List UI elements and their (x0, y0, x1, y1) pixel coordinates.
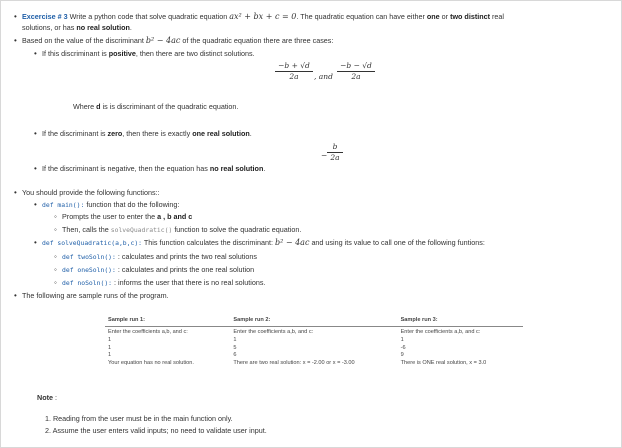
where-text-a: Where (73, 102, 95, 111)
root-minus-denominator: 2a (351, 72, 361, 81)
run-1-prompt: Enter the coefficients a,b, and c: (108, 329, 188, 335)
solve-discriminant: b² − 4ac (274, 238, 310, 247)
real-text: real (492, 12, 504, 21)
main-sub-prompt (62, 212, 192, 222)
run-1-input-c: 1 (108, 352, 112, 359)
zero-emphasis: zero (107, 129, 123, 138)
run-2-input-a: 1 (233, 336, 237, 343)
two-soln-code: def twoSoln(): (62, 253, 116, 261)
solve-quadratic-code: solveQuadratic() (110, 226, 173, 234)
solve-function-desc-a: This function calculates the discriminant: (143, 238, 273, 247)
and-text: , and (314, 72, 333, 81)
case-zero-text-c: . (249, 129, 252, 138)
provide-functions: • You should provide the following functions:: (22, 188, 160, 198)
single-root-formula (327, 142, 343, 163)
table-row (105, 327, 523, 368)
one-soln-code: def oneSoln(): (62, 266, 116, 274)
main-sub-prompt-text: Prompts the user to enter the (62, 212, 156, 221)
run-1-cell (105, 327, 230, 368)
exercise-title: Excercise # 3 (22, 12, 68, 21)
root-plus-denominator: 2a (289, 72, 299, 81)
main-sub-call (62, 225, 301, 235)
run-3-prompt: Enter the coefficients a,b, and c: (400, 329, 481, 335)
no-real-solution-emphasis: no real solution (76, 23, 130, 32)
main-function-item (42, 200, 179, 210)
discriminant-formula: b² − 4ac (145, 36, 181, 45)
discriminant-text-b: of the quadratic equation there are three cases: (182, 36, 334, 45)
sample-intro: • The following are sample runs of the program. (22, 291, 169, 301)
note-label: Note (37, 393, 53, 402)
no-soln-item (62, 278, 265, 288)
root-formula-minus (337, 61, 375, 82)
two-soln-desc: : calculates and prints the two real solutions (117, 252, 257, 261)
case-positive-text-a: If this discriminant is (42, 49, 107, 58)
solve-function-code: def solveQuadratic(a,b,c): (42, 239, 143, 247)
table-header-row (105, 315, 523, 327)
positive-emphasis: positive (108, 49, 136, 58)
run-1-input-a: 1 (108, 336, 112, 343)
minus-sign: − (321, 151, 328, 160)
main-function-code: def main(): (42, 201, 85, 209)
where-text-b: is is discriminant of the quadratic equation. (102, 102, 239, 111)
one-emphasis: one (426, 12, 440, 21)
run-2-prompt: Enter the coefficients a,b, and c: (233, 329, 314, 335)
exercise-text-2: solutions, or has (22, 23, 75, 32)
one-real-solution-emphasis: one real solution (192, 129, 250, 138)
run-3-input-a: 1 (400, 336, 404, 343)
note-heading (37, 393, 57, 403)
sample-run-2-header: Sample run 2: (230, 315, 397, 327)
run-2-output: There are two real solution: x = -2.00 or x = -3.00 (233, 360, 355, 367)
two-soln-item (62, 252, 257, 262)
root-formula-plus (275, 61, 313, 82)
case-negative (42, 164, 265, 174)
no-soln-code: def noSoln(): (62, 279, 113, 287)
note-item-2: 2. Assume the user enters valid inputs; no need to validate user input. (45, 426, 267, 435)
run-2-cell (230, 327, 397, 368)
case-zero-text-a: If the discriminant is (42, 129, 106, 138)
solve-function-item (42, 238, 485, 248)
exercise-text-b: . The quadratic equation can have either (296, 12, 425, 21)
case-negative-text-b: . (263, 164, 266, 173)
root-minus-numerator: −b − √d (337, 61, 375, 72)
case-zero (42, 129, 252, 139)
case-negative-text-a: If the discriminant is negative, then the equation has (42, 164, 208, 173)
no-soln-desc: : informs the user that there is no real solutions. (114, 278, 266, 287)
one-soln-desc: : calculates and prints the one real solution (117, 265, 255, 274)
case-zero-text-b: , then there is exactly (122, 129, 191, 138)
exercise-line (22, 12, 504, 22)
single-root-denominator: 2a (330, 153, 340, 162)
exercise-line-2 (22, 23, 132, 33)
no-real-solution-emphasis-2: no real solution (209, 164, 264, 173)
discriminant-text-a: Based on the value of the discriminant (22, 36, 144, 45)
case-positive (42, 49, 255, 59)
root-plus-numerator: −b + √d (275, 61, 313, 72)
run-3-output: There is ONE real solution, x = 3.0 (400, 360, 487, 367)
main-sub-call-text-b: function to solve the quadratic equation. (174, 225, 302, 234)
case-positive-text-b: , then there are two distinct solutions. (135, 49, 255, 58)
d-emphasis: d (96, 102, 101, 111)
run-2-input-c: 6 (233, 352, 237, 359)
one-soln-item (62, 265, 254, 275)
where-d-line (73, 102, 238, 112)
run-2-input-b: 5 (233, 344, 237, 351)
sample-run-1-header: Sample run 1: (105, 315, 230, 327)
two-distinct-emphasis: two distinct (450, 12, 490, 21)
run-1-output: Your equation has no real solution. (108, 360, 194, 367)
note-item-1: 1. Reading from the user must be in the main function only. (45, 414, 233, 423)
sample-run-3-header: Sample run 3: (398, 315, 523, 327)
period: . (129, 23, 132, 32)
run-3-input-c: 9 (400, 352, 404, 359)
or-text: or (441, 12, 449, 21)
coefficient-vars: a , b and c (157, 212, 193, 221)
run-1-input-b: 1 (108, 344, 112, 351)
run-3-input-b: -6 (400, 344, 406, 351)
sample-runs-table (105, 315, 523, 368)
solve-function-desc-b: and using its value to call one of the following funtions: (311, 238, 485, 247)
discriminant-intro (22, 36, 333, 46)
main-sub-call-text-a: Then, calls the (62, 225, 109, 234)
single-root-numerator: b (327, 142, 343, 153)
quadratic-equation: ax² + bx + c = 0 (229, 12, 297, 21)
run-3-cell (398, 327, 523, 368)
note-separator: : (54, 393, 57, 402)
exercise-text: Write a python code that solve quadratic equation (69, 12, 228, 21)
main-function-desc: function that do the following: (86, 200, 180, 209)
